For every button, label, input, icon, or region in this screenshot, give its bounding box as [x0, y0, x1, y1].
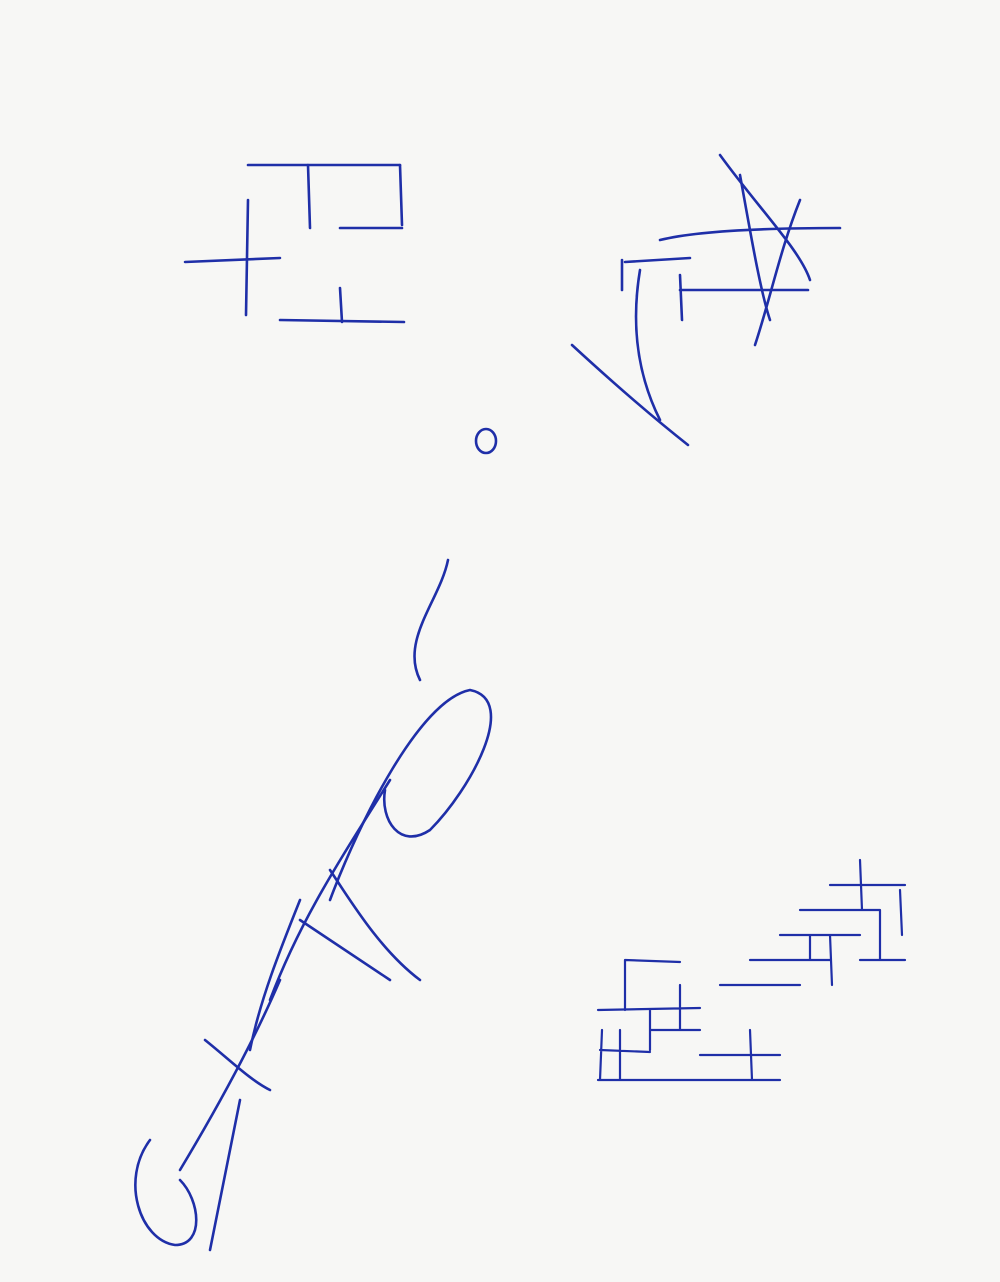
ink-stroke: [330, 690, 491, 900]
ink-stroke: [270, 780, 390, 1000]
ink-stroke: [250, 900, 300, 1050]
ink-loop: [476, 429, 496, 453]
ink-stroke: [135, 1140, 196, 1245]
top-figures-grid: [0, 0, 1000, 420]
ink-stroke: [205, 1040, 270, 1090]
ink-stroke: [330, 870, 420, 980]
ink-stroke: [210, 1100, 240, 1250]
ink-stroke: [300, 920, 390, 980]
ink-parquet: [598, 860, 905, 1080]
ink-stroke: [414, 560, 448, 680]
ink-stroke: [180, 980, 280, 1170]
